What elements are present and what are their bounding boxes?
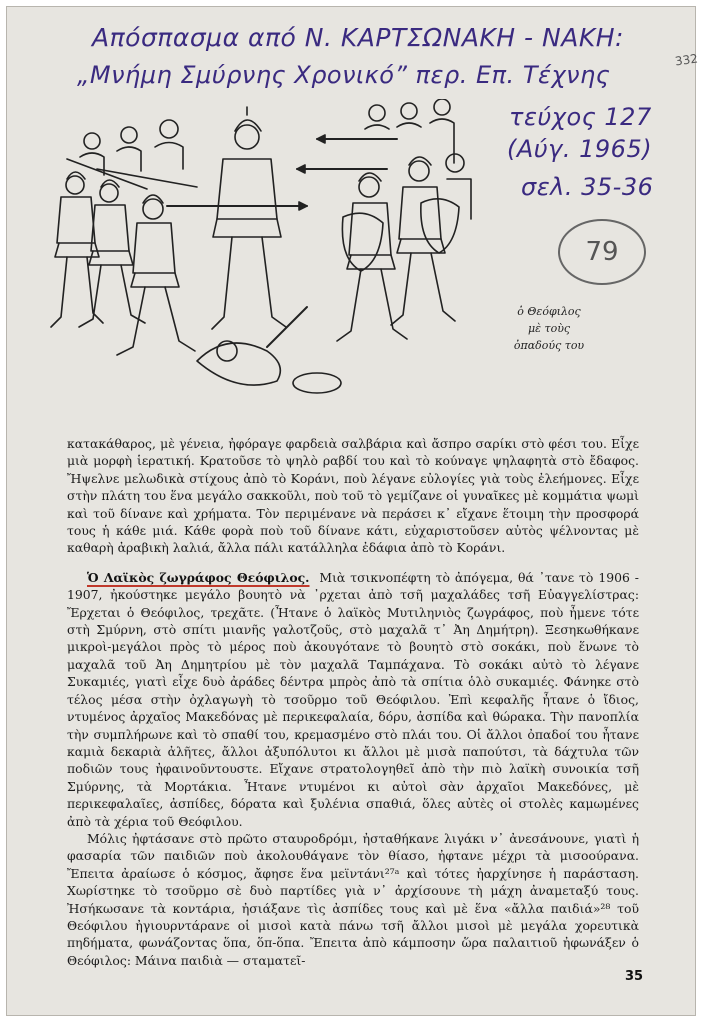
handwritten-date: (Αύγ. 1965) [507,135,653,163]
corner-number: 332 [674,51,699,69]
article-paragraph: Μόλις ἠφτάσανε στὸ πρῶτο σταυροδρόμι, ἠσταθήκανε λιγάκι ν᾽ ἀνεσάνουνε, γιατὶ ἡ φασαρία τῶν παιδιῶν ποὺ ἀκολουθάγανε τὸν θίασο, ἠφτανε μέχρι τὰ μισοούρανα. Ἔπειτα ἀραίωσε ὁ κόσμος, ἄφησε ἕνα μεϊντάνι²⁷ᵃ καὶ τότες ἠαρχίνησε ἡ παράσταση. Χωρίστηκε τὸ τσοῦρμο σὲ δυὸ παρτίδες γιὰ ν᾽ ἀρχίσουνε τὴ μάχη ἀναμεταξύ τους. Ἠσήκωσανε τὰ κοντάρια, ἠσιάξανε τὶς ἀσπίδες τους καὶ μὲ ἕνα «ἄλλα παιδιά»²⁸ τοῦ Θεόφιλου ἠγιουρντάρανε οἱ μισοὶ κατὰ πάνω τσῆ ἄλλοι μισοὶ μὲ μεγάλα χορευτικὰ πηδήματα, φωνάζοντας ὅπα, ὅπ-ὅπα. Ἔπειτα ἀπὸ κάμποσην ὥρα παλαιτιοῦ ἠφωνάξεν ὁ Θεόφιλος: Μάινα παιδιὰ — σταματεῖ- [67,830,639,968]
handwritten-issue: τεύχος 127 [509,103,652,131]
caption-line: ὁ Θεόφιλος [517,305,581,318]
document-page [6,6,699,1016]
article-paragraph-text: Μιὰ τσικνοπέφτη τὸ ἀπόγεμα, θά ᾽τανε τὸ 1906 - 1907, ἠκούστηκε μεγάλο βουητὸ νὰ ᾽ρχεται ἀπὸ τσῆ μαχαλάδες τσῆ Εὐαγγελίστρας: Ἔρχεται ὁ Θεόφιλος, τρεχᾶτε. (Ἦτανε ὁ λαϊκὸς Μυτιληνιὸς ζωγράφος, ποὺ ἦμενε τότε στὴ Σμύρνη, στὸ σπίτι μιανῆς γαλοτζοῦς, στὸ μαχαλᾶ τ᾽ Ἀη Δημήτρη). Ξεσηκωθήκανε μικροὶ-μεγάλοι πρὸς τὸ μέρος ποὺ ἀκουγότανε τὸ βουητὸ στὸ σοκάκι, ποὺ ἕνωνε τὸ μαχαλᾶ τοῦ Ἀη Δημητρίου μὲ τὸν μαχαλᾶ Ταμπάχανα. Τὸ σοκάκι αὐτὸ τὸ λέγανε Συκαμιές, γιατὶ εἶχε δυὸ ἀράδες δέντρα μπρὸς ἀπὸ τὰ σπίτια ὁλὸ συκαμιές. Φάνηκε στὸ τέλος μέσα στὴν ὀχλαγωγὴ τὸ τσοῦρμο τοῦ Θεόφιλου. Ἐπὶ κεφαλῆς ἦτανε ὁ ἴδιος, ντυμένος ἀρχαῖος Μακεδόνας μὲ περικεφαλαία, δόρυ, ἀσπίδα καὶ θώρακα. Τὴν πανοπλία τὴν συμπλήρωνε καὶ τὸ σπαθί του, κρεμασμένο στὸ πλάι του. Οἱ ἄλλοι ὀπαδοί του ἦτανε καμιὰ δεκαριὰ ἀλῆτες, ἄλλοι ἀξυπόλυτοι κι ἄλλοι μὲ μισὰ παπούτσι, τὰ δάχτυλα τῶν ποδιῶν τους ἠφαινοῦντουστε. Εἴχανε στρατολογηθεῖ ἀπὸ τὴν πιὸ λαϊκὴ συνοικία τσῆ Σμύρνης, τὰ Μορτάκια. Ἦτανε ντυμένοι κι αὐτοὶ σὰν ἀρχαῖοι Μακεδόνες, μὲ περικεφαλαῖες, ἀσπίδες, δόρατα καὶ ξυλένια σπαθιά, ὅλες αὐτὲς οἱ στολὲς καμωμένες ἀπὸ τὰ χέρια τοῦ Θεόφιλου. [67,569,639,829]
warriors-illustration [47,99,477,404]
section-heading: Ὁ Λαϊκὸς ζωγράφος Θεόφιλος. [87,569,310,585]
article-paragraph: κατακάθαρος, μὲ γένεια, ἠφόραγε φαρδειὰ σαλβάρια καὶ ἄσπρο σαρίκι στὸ φέσι του. Εἶχε μιὰ μορφὴ ἱερατική. Κρατοῦσε τὸ ψηλὸ ραβδί του καὶ τὸ κούναγε ψηλαφητὰ στὸ ἔδαφος. Ἤψελνε μελωδικὰ στίχους ἀπὸ τὸ Κοράνι, ποὺ λέγανε εὐλογίες γιὰ τοὺς ἐλεήμονες. Εἶχε στὴν πλάτη του ἕνα μεγάλο σακκοῦλι, ποὺ τοῦ τὸ γεμίζανε οἱ γυναῖκες μὲ κομμάτια ψωμὶ καὶ τοῦ δίνανε καὶ χρήματα. Τὸν περιμένανε νὰ περάσει κ᾽ εἴχανε ἕτοιμη τὴν προσφορά τους ἡ κάθε μιά. Κάθε φορὰ ποὺ τοῦ δίνανε κάτι, εὐχαριστοῦσεν αὐτὸς ψέλνοντας μὲ καθαρὴ ἀραβικὴ λαλιά, ἄλλα πάλι κατάλληλα ἐδάφια ἀπὸ τὸ Κοράνι. [67,436,639,556]
handwritten-source-line1: Απόσπασμα από Ν. ΚΑΡΤΣΩΝΑΚΗ - ΝΑΚΗ: [92,23,624,52]
article-body [67,435,639,969]
handwritten-pages: σελ. 35-36 [521,173,654,201]
caption-line: ὀπαδούς του [513,339,585,352]
article-paragraph [67,569,639,830]
handwritten-source-line2: „Μνήμη Σμύρνης Χρονικό” περ. Επ. Τέχνης [77,61,611,89]
page-number: 35 [625,969,644,984]
caption-line: μὲ τοὺς [527,322,571,335]
circled-number: 79 [558,219,646,285]
illustration-caption [494,303,604,354]
